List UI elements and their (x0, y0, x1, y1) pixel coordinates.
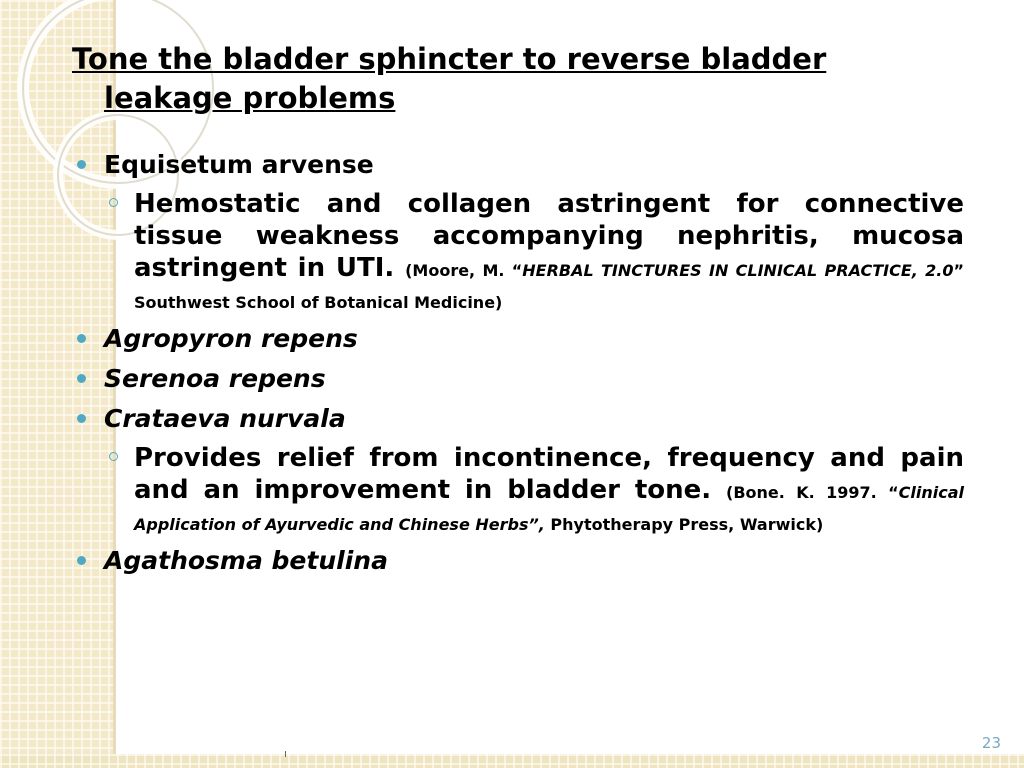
title-line-2: leakage problems (104, 81, 396, 115)
bullet-equisetum (72, 148, 964, 182)
citation-pre: (Moore, M. “ (405, 261, 523, 280)
bullet-text: Agropyron repens (104, 324, 358, 353)
ring-bullet-icon (109, 198, 118, 207)
bullet-dot-icon (77, 414, 86, 423)
bullet-text: Equisetum arvense (104, 150, 374, 179)
bullet-crataeva (72, 402, 964, 436)
bullet-dot-icon (77, 160, 86, 169)
sub-bullet-equisetum (72, 188, 964, 316)
ring-bullet-icon (109, 452, 118, 461)
bullet-serenoa (72, 362, 964, 396)
citation-title: HERBAL TINCTURES IN CLINICAL PRACTICE, 2.0 (522, 261, 954, 280)
bullet-dot-icon (77, 334, 86, 343)
bullet-text: Serenoa repens (104, 364, 326, 393)
citation-pre: (Bone. K. 1997. “ (726, 483, 899, 502)
citation-post: ” Southwest School of Botanical Medicine) (134, 261, 964, 312)
sub-bullet-text: Hemostatic and collagen astringent for connective tissue weakness accompanying nephritis, mucosa astringent in UTI. (134, 189, 964, 283)
sub-bullet-crataeva (72, 442, 964, 538)
sub-bullet-text: Provides relief from incontinence, frequency and pain and an improvement in bladder tone. (134, 443, 964, 505)
slide-title (72, 40, 964, 118)
citation-post: Phytotherapy Press, Warwick) (544, 515, 824, 534)
bullet-agathosma (72, 544, 964, 578)
bullet-text: Agathosma betulina (104, 546, 388, 575)
decorative-bottom-band (0, 754, 1024, 768)
bullet-dot-icon (77, 556, 86, 565)
title-line-1: Tone the bladder sphincter to reverse bladder (72, 42, 827, 76)
page-number: 23 (981, 734, 1001, 752)
bullet-agropyron (72, 322, 964, 356)
bullet-text: Crataeva nurvala (104, 404, 346, 433)
bullet-dot-icon (77, 374, 86, 383)
citation-title: Clinical Application of Ayurvedic and Chinese Herbs”, (134, 483, 964, 534)
footer-tick (285, 751, 286, 757)
slide-content (72, 40, 964, 584)
